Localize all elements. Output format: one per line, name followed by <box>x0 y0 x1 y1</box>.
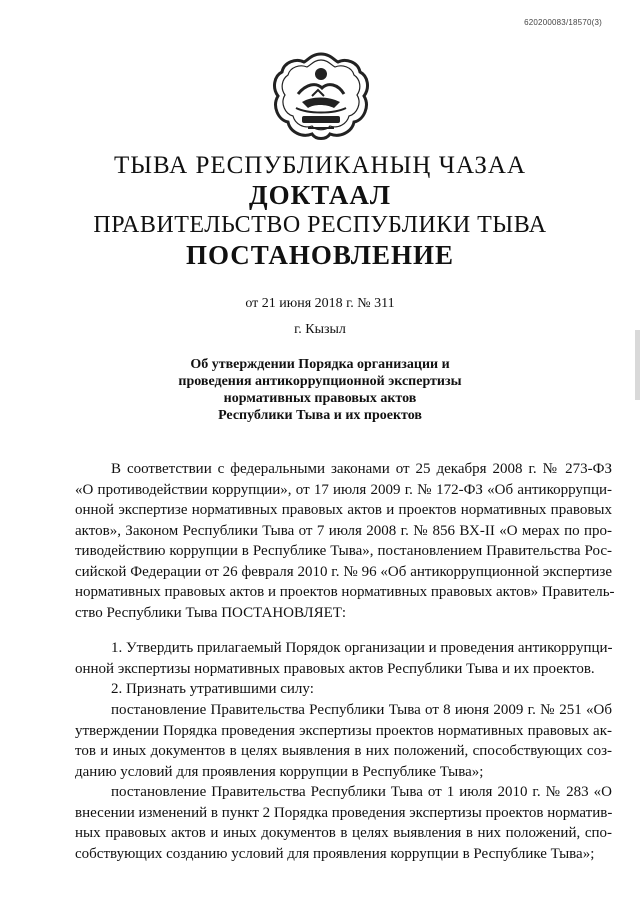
title-line: Об утверждении Порядка организации и <box>190 357 450 372</box>
decree-title <box>0 356 640 424</box>
coat-of-arms-emblem <box>268 50 374 142</box>
russian-decree-title: ПОСТАНОВЛЕНИЕ <box>185 240 455 270</box>
tyva-decree-title: ДОКТААЛ <box>249 180 391 210</box>
text-line: тов и иных документов в целях выявления в них положений, способствующих соз- <box>75 743 612 759</box>
item-1-paragraph <box>75 638 612 679</box>
text-line: 1. Утвердить прилагаемый Порядок организации и проведения антикоррупци- <box>111 640 613 656</box>
text-line: актов», Законом Республики Тыва от 7 июля 2008 г. № 856 ВХ-II «О мерах по про- <box>75 522 612 539</box>
decree-date: от 21 июня 2018 г. № 311 <box>245 296 395 311</box>
text-line: 2. Признать утратившими силу: <box>111 681 314 697</box>
text-line: ных правовых актов и иных документов в целях выявления в них положений, спо- <box>75 825 612 841</box>
text-line: постановление Правительства Республики Тыва от 1 июля 2010 г. № 283 «О <box>111 784 612 800</box>
preamble-paragraph <box>75 459 615 623</box>
text-line: «О противодействии коррупции», от 17 июля 2009 г. № 172-ФЗ «Об антикоррупци- <box>75 481 612 498</box>
item-2-paragraph <box>75 679 612 700</box>
text-line: В соответствии с федеральными законами от 25 декабря 2008 г. № 273-ФЗ <box>111 461 612 477</box>
title-line: нормативных правовых актов <box>223 391 417 406</box>
text-line: данию условий для проявления коррупции в Республике Тыва»; <box>75 763 484 780</box>
text-line: нормативных правовых актов и проектов нормативных правовых актов» Правитель- <box>75 584 615 600</box>
text-line: ство Республики Тыва ПОСТАНОВЛЯЕТ: <box>75 604 347 621</box>
text-line: тиводействию коррупции в Республике Тыва», постановлением Правительства Рос- <box>75 543 612 559</box>
scan-edge-shadow <box>635 330 640 400</box>
text-line: утверждении Порядка проведения экспертизы проектов нормативных правовых ак- <box>75 722 612 739</box>
repealed-decree-2 <box>75 782 612 864</box>
russian-government-title: ПРАВИТЕЛЬСТВО РЕСПУБЛИКИ ТЫВА <box>93 212 547 238</box>
document-id: 620200083/18570(3) <box>524 18 602 27</box>
decree-city: г. Кызыл <box>294 322 346 337</box>
title-line: проведения антикоррупционной экспертизы <box>178 374 462 389</box>
text-line: внесении изменений в пункт 2 Порядка проведения экспертизы проектов норматив- <box>75 804 613 821</box>
title-line: Республики Тыва и их проектов <box>218 408 422 423</box>
text-line: онной экспертизы нормативных правовых актов Республики Тыва и их проектов. <box>75 660 595 677</box>
text-line: постановление Правительства Республики Тыва от 8 июня 2009 г. № 251 «Об <box>111 702 612 718</box>
text-line: онной экспертизе нормативных правовых актов и проектов нормативных правовых <box>75 502 612 518</box>
tyva-government-title: ТЫВА РЕСПУБЛИКАНЫҢ ЧАЗАА <box>113 152 527 179</box>
text-line: сийской Федерации от 26 февраля 2010 г. № 96 «Об антикоррупционной экспертизе <box>75 563 612 580</box>
text-line: собствующих созданию условий для проявления коррупции в Республике Тыва»; <box>75 845 595 862</box>
repealed-decree-1 <box>75 700 612 782</box>
